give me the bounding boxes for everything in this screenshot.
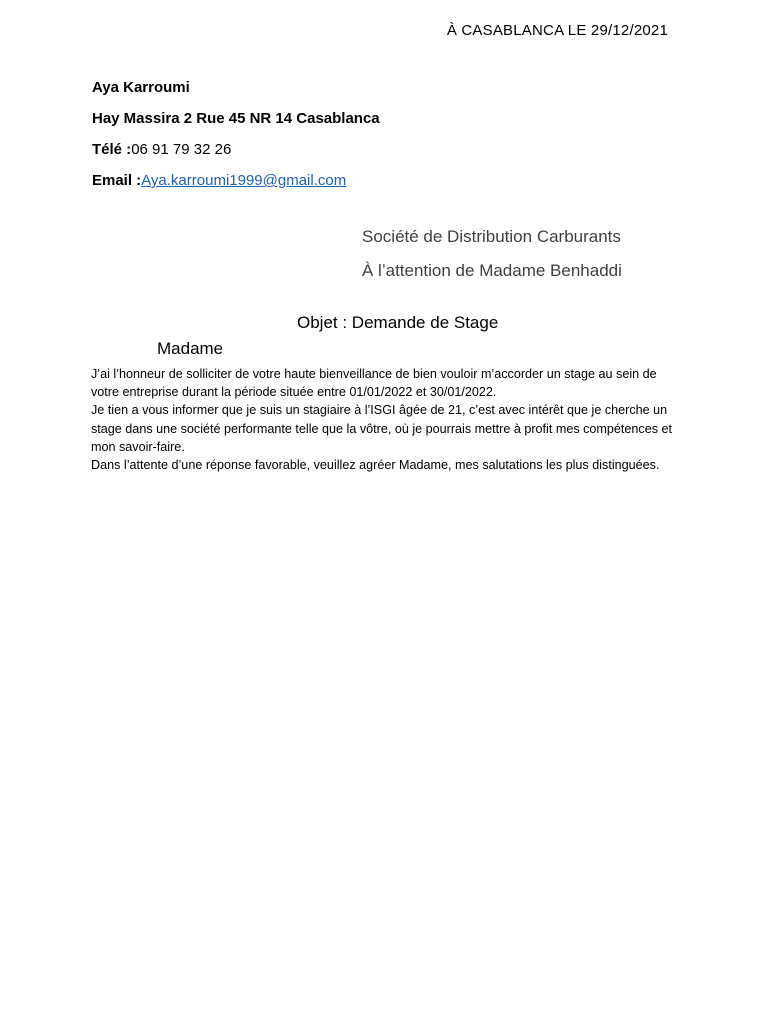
date-line: À CASABLANCA LE 29/12/2021: [446, 22, 668, 39]
recipient-block: [362, 226, 622, 294]
phone-label: Télé :: [92, 141, 132, 158]
sender-block: [92, 78, 380, 202]
recipient-company: Société de Distribution Carburants: [362, 227, 621, 246]
paragraph-closing: Dans l’attente d’une réponse favorable, veuillez agréer Madame, mes salutations les plus distinguées.: [91, 458, 660, 473]
sender-name: Aya Karroumi: [92, 79, 190, 96]
email-label: Email :: [92, 172, 142, 189]
paragraph-introduction: Je tien a vous informer que je suis un stagiaire à l’ISGI âgée de 21, c’est avec intérêt que je cherche un stage dans une société performante telle que la vôtre, où je pourrais mettre à profit mes compétences et mon savoir-faire.: [91, 403, 673, 454]
email-link[interactable]: Aya.karroumi1999@gmail.com: [141, 172, 347, 189]
sender-phone: [92, 140, 380, 171]
letter-body: [91, 365, 681, 474]
salutation: Madame: [157, 339, 224, 358]
recipient-attention: À l’attention de Madame Benhaddi: [362, 261, 622, 280]
sender-email: [92, 171, 380, 202]
paragraph-request: J’ai l’honneur de solliciter de votre haute bienveillance de bien vouloir m’accorder un stage au sein de votre entreprise durant la période située entre 01/01/2022 et 30/01/2022.: [91, 367, 657, 400]
subject-line: Objet : Demande de Stage: [297, 313, 499, 332]
phone-value: 06 91 79 32 26: [131, 141, 232, 158]
sender-address: Hay Massira 2 Rue 45 NR 14 Casablanca: [92, 110, 380, 127]
